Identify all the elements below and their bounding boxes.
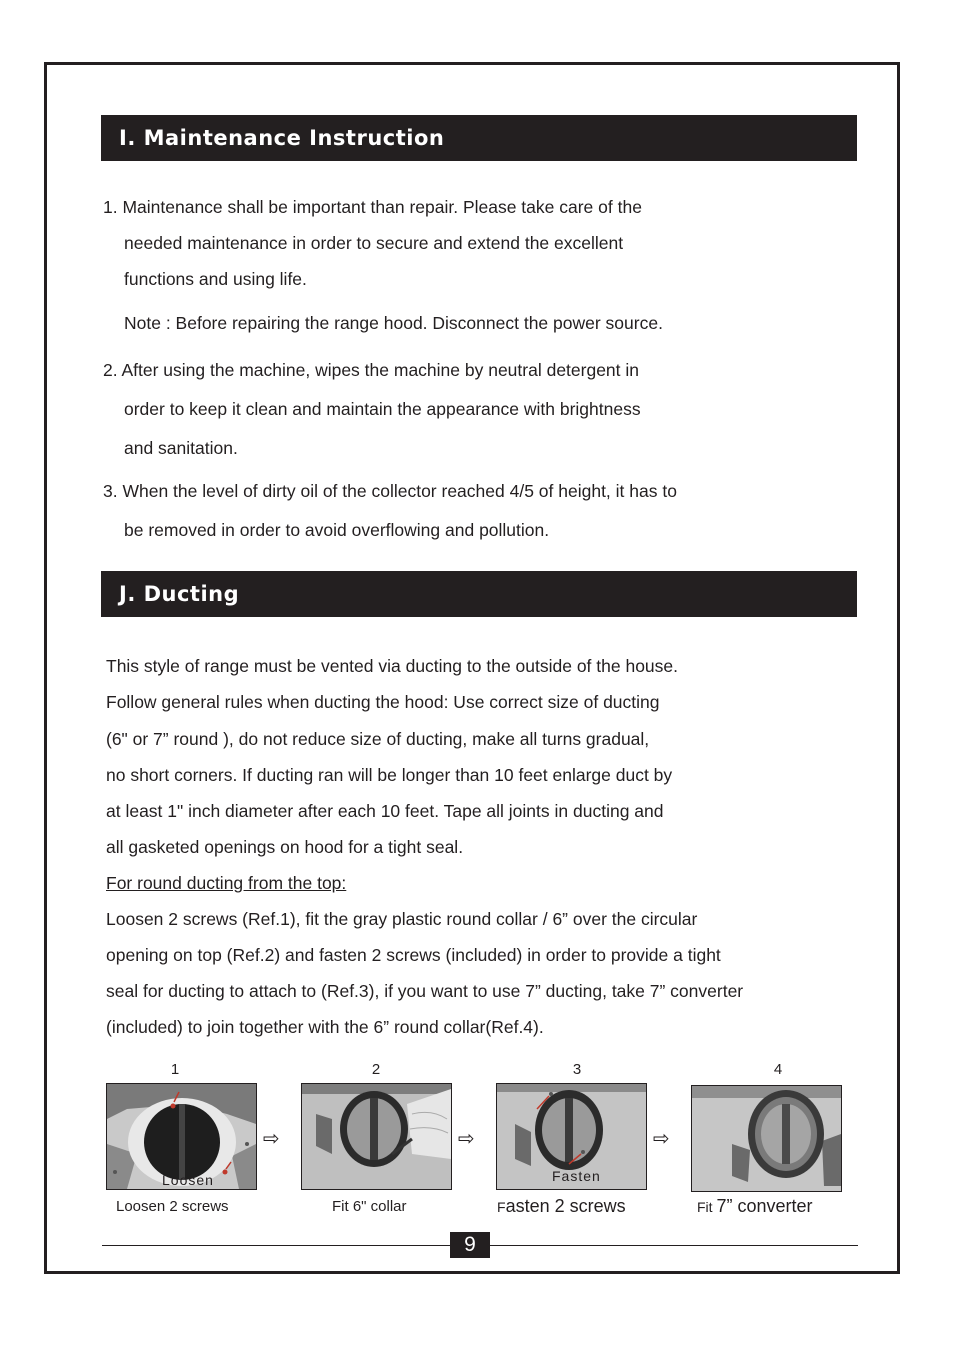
- page-number: 9: [450, 1232, 490, 1258]
- step-3-photo: [496, 1083, 647, 1190]
- maintenance-item-1-line-1: 1. Maintenance shall be important than repair. Please take care of the: [103, 197, 642, 217]
- step-number-3: 3: [572, 1061, 582, 1078]
- ducting-instruction-1: Loosen 2 screws (Ref.1), fit the gray plastic round collar / 6” over the circular: [106, 909, 698, 929]
- arrow-right-icon: ⇨: [263, 1128, 280, 1150]
- ducting-instruction-2: opening on top (Ref.2) and fasten 2 screws (included) in order to provide a tight: [106, 945, 721, 965]
- ducting-instruction-4: (included) to join together with the 6” round collar(Ref.4).: [106, 1017, 544, 1037]
- ducting-line-6: all gasketed openings on hood for a tight seal.: [106, 837, 464, 857]
- maintenance-item-1-line-2: needed maintenance in order to secure and extend the excellent: [124, 233, 624, 253]
- arrow-right-icon: ⇨: [653, 1128, 670, 1150]
- step-4-photo: [691, 1085, 842, 1192]
- step-number-4: 4: [773, 1061, 783, 1078]
- maintenance-item-2-line-3: and sanitation.: [124, 438, 238, 458]
- step-3-photo-label: Fasten: [552, 1168, 601, 1184]
- ducting-instruction-3: seal for ducting to attach to (Ref.3), if you want to use 7” ducting, take 7” converter: [106, 981, 744, 1001]
- arrow-right-icon: ⇨: [458, 1128, 475, 1150]
- step-4-caption: [697, 1196, 813, 1217]
- step-3-caption-prefix: F: [497, 1199, 506, 1215]
- ducting-line-1: This style of range must be vented via ducting to the outside of the house.: [106, 656, 679, 676]
- maintenance-item-2-line-1: 2. After using the machine, wipes the machine by neutral detergent in: [103, 360, 640, 380]
- step-number-2: 2: [371, 1061, 381, 1078]
- step-2-caption: Fit 6" collar: [332, 1198, 407, 1215]
- step-1-photo: [106, 1083, 257, 1190]
- maintenance-note: Note : Before repairing the range hood. Disconnect the power source.: [124, 313, 663, 333]
- section-title-ducting: J. Ducting: [101, 571, 857, 617]
- step-1-photo-label: Loosen: [162, 1172, 214, 1188]
- step-3-caption: [497, 1196, 626, 1217]
- step-1-caption: Loosen 2 screws: [116, 1198, 229, 1215]
- maintenance-item-1-line-3: functions and using life.: [124, 269, 307, 289]
- ducting-line-5: at least 1" inch diameter after each 10 feet. Tape all joints in ducting and: [106, 801, 664, 821]
- maintenance-item-2-line-2: order to keep it clean and maintain the appearance with brightness: [124, 399, 641, 419]
- ducting-line-3: (6" or 7” round ), do not reduce size of ducting, make all turns gradual,: [106, 729, 650, 749]
- step-2-photo: [301, 1083, 452, 1190]
- maintenance-item-3-line-1: 3. When the level of dirty oil of the collector reached 4/5 of height, it has to: [103, 481, 677, 501]
- step-4-caption-main: 7” converter: [716, 1196, 813, 1216]
- ducting-line-2: Follow general rules when ducting the hood: Use correct size of ducting: [106, 692, 660, 712]
- step-4-caption-prefix: Fit: [697, 1199, 717, 1215]
- ducting-line-4: no short corners. If ducting ran will be longer than 10 feet enlarge duct by: [106, 765, 673, 785]
- ducting-subheading: For round ducting from the top:: [106, 873, 347, 893]
- maintenance-item-3-line-2: be removed in order to avoid overflowing and pollution.: [124, 520, 550, 540]
- step-3-caption-main: asten 2 screws: [505, 1196, 626, 1216]
- section-title-maintenance: I. Maintenance Instruction: [101, 115, 857, 161]
- step-number-1: 1: [170, 1061, 180, 1078]
